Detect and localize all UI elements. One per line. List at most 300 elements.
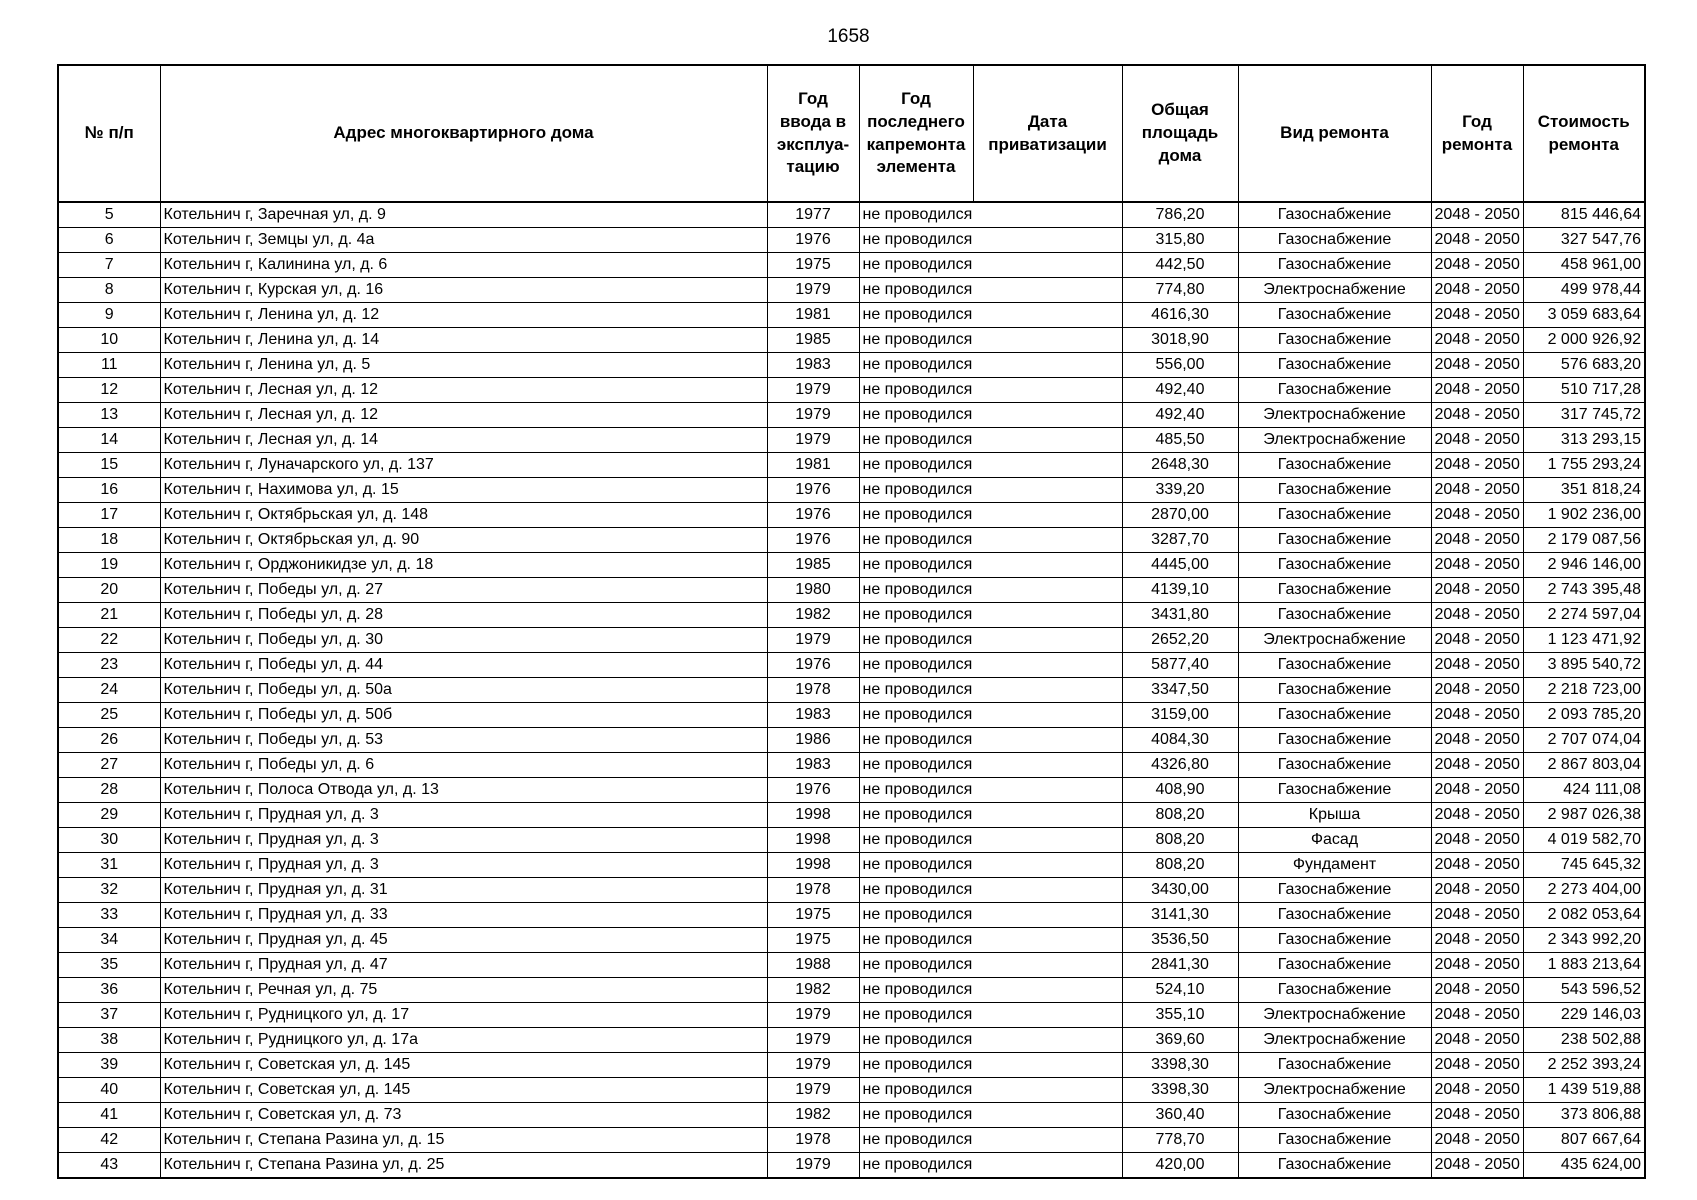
year-built-cell: 1978 <box>767 878 859 903</box>
cost-cell: 3 895 540,72 <box>1523 653 1645 678</box>
header-cost: Стоимость ремонта <box>1523 65 1645 202</box>
last-repair-cell: не проводился <box>859 728 973 753</box>
cost-cell: 2 707 074,04 <box>1523 728 1645 753</box>
last-repair-cell: не проводился <box>859 503 973 528</box>
repair-year-cell: 2048 - 2050 <box>1431 1053 1523 1078</box>
address-cell: Котельнич г, Прудная ул, д. 3 <box>160 828 767 853</box>
row-number: 24 <box>58 678 160 703</box>
cost-cell: 1 902 236,00 <box>1523 503 1645 528</box>
address-cell: Котельнич г, Победы ул, д. 44 <box>160 653 767 678</box>
year-built-cell: 1981 <box>767 453 859 478</box>
table-row <box>58 928 1645 953</box>
area-cell: 4445,00 <box>1122 553 1238 578</box>
row-number: 34 <box>58 928 160 953</box>
last-repair-cell: не проводился <box>859 553 973 578</box>
repair-year-cell: 2048 - 2050 <box>1431 228 1523 253</box>
cost-cell: 2 987 026,38 <box>1523 803 1645 828</box>
repair-type-cell: Газоснабжение <box>1238 753 1431 778</box>
table-row <box>58 378 1645 403</box>
last-repair-cell: не проводился <box>859 653 973 678</box>
table-row <box>58 228 1645 253</box>
year-built-cell: 1986 <box>767 728 859 753</box>
repair-type-cell: Газоснабжение <box>1238 1053 1431 1078</box>
year-built-cell: 1988 <box>767 953 859 978</box>
year-built-cell: 1976 <box>767 778 859 803</box>
repair-year-cell: 2048 - 2050 <box>1431 253 1523 278</box>
privatization-cell <box>973 928 1122 953</box>
last-repair-cell: не проводился <box>859 328 973 353</box>
row-number: 17 <box>58 503 160 528</box>
privatization-cell <box>973 653 1122 678</box>
row-number: 22 <box>58 628 160 653</box>
last-repair-cell: не проводился <box>859 603 973 628</box>
area-cell: 4084,30 <box>1122 728 1238 753</box>
address-cell: Котельнич г, Ленина ул, д. 14 <box>160 328 767 353</box>
row-number: 20 <box>58 578 160 603</box>
privatization-cell <box>973 228 1122 253</box>
cost-cell: 351 818,24 <box>1523 478 1645 503</box>
row-number: 27 <box>58 753 160 778</box>
privatization-cell <box>973 253 1122 278</box>
last-repair-cell: не проводился <box>859 853 973 878</box>
address-cell: Котельнич г, Ленина ул, д. 5 <box>160 353 767 378</box>
repair-type-cell: Газоснабжение <box>1238 878 1431 903</box>
address-cell: Котельнич г, Победы ул, д. 30 <box>160 628 767 653</box>
row-number: 28 <box>58 778 160 803</box>
year-built-cell: 1998 <box>767 803 859 828</box>
table-row <box>58 1053 1645 1078</box>
area-cell: 778,70 <box>1122 1128 1238 1153</box>
cost-cell: 2 274 597,04 <box>1523 603 1645 628</box>
area-cell: 808,20 <box>1122 828 1238 853</box>
row-number: 11 <box>58 353 160 378</box>
row-number: 7 <box>58 253 160 278</box>
area-cell: 786,20 <box>1122 202 1238 228</box>
area-cell: 4616,30 <box>1122 303 1238 328</box>
privatization-cell <box>973 328 1122 353</box>
header-address: Адрес многоквартирного дома <box>160 65 767 202</box>
area-cell: 2648,30 <box>1122 453 1238 478</box>
table-row <box>58 428 1645 453</box>
repair-type-cell: Газоснабжение <box>1238 328 1431 353</box>
address-cell: Котельнич г, Прудная ул, д. 3 <box>160 803 767 828</box>
table-row <box>58 903 1645 928</box>
area-cell: 4139,10 <box>1122 578 1238 603</box>
year-built-cell: 1976 <box>767 478 859 503</box>
row-number: 25 <box>58 703 160 728</box>
table-row <box>58 403 1645 428</box>
privatization-cell <box>973 528 1122 553</box>
privatization-cell <box>973 378 1122 403</box>
area-cell: 360,40 <box>1122 1103 1238 1128</box>
area-cell: 315,80 <box>1122 228 1238 253</box>
privatization-cell <box>973 1078 1122 1103</box>
year-built-cell: 1985 <box>767 553 859 578</box>
year-built-cell: 1976 <box>767 228 859 253</box>
table-row <box>58 353 1645 378</box>
last-repair-cell: не проводился <box>859 578 973 603</box>
address-cell: Котельнич г, Степана Разина ул, д. 15 <box>160 1128 767 1153</box>
privatization-cell <box>973 553 1122 578</box>
year-built-cell: 1979 <box>767 1053 859 1078</box>
privatization-cell <box>973 953 1122 978</box>
year-built-cell: 1975 <box>767 928 859 953</box>
area-cell: 3159,00 <box>1122 703 1238 728</box>
repair-type-cell: Электроснабжение <box>1238 1078 1431 1103</box>
table-row <box>58 303 1645 328</box>
header-year-built: Год ввода в эксплуа-тацию <box>767 65 859 202</box>
year-built-cell: 1979 <box>767 403 859 428</box>
cost-cell: 2 867 803,04 <box>1523 753 1645 778</box>
table-row <box>58 778 1645 803</box>
area-cell: 808,20 <box>1122 803 1238 828</box>
address-cell: Котельнич г, Калинина ул, д. 6 <box>160 253 767 278</box>
last-repair-cell: не проводился <box>859 1078 973 1103</box>
year-built-cell: 1975 <box>767 903 859 928</box>
table-row <box>58 578 1645 603</box>
repair-type-cell: Газоснабжение <box>1238 528 1431 553</box>
table-row <box>58 478 1645 503</box>
repair-year-cell: 2048 - 2050 <box>1431 578 1523 603</box>
address-cell: Котельнич г, Прудная ул, д. 3 <box>160 853 767 878</box>
row-number: 38 <box>58 1028 160 1053</box>
privatization-cell <box>973 728 1122 753</box>
repair-type-cell: Газоснабжение <box>1238 728 1431 753</box>
cost-cell: 2 093 785,20 <box>1523 703 1645 728</box>
area-cell: 3398,30 <box>1122 1078 1238 1103</box>
repair-type-cell: Газоснабжение <box>1238 778 1431 803</box>
privatization-cell <box>973 628 1122 653</box>
address-cell: Котельнич г, Октябрьская ул, д. 148 <box>160 503 767 528</box>
repair-type-cell: Электроснабжение <box>1238 1028 1431 1053</box>
cost-cell: 2 179 087,56 <box>1523 528 1645 553</box>
cost-cell: 745 645,32 <box>1523 853 1645 878</box>
repair-year-cell: 2048 - 2050 <box>1431 503 1523 528</box>
last-repair-cell: не проводился <box>859 428 973 453</box>
table-row <box>58 1003 1645 1028</box>
table-row <box>58 1103 1645 1128</box>
repair-year-cell: 2048 - 2050 <box>1431 1078 1523 1103</box>
row-number: 42 <box>58 1128 160 1153</box>
area-cell: 408,90 <box>1122 778 1238 803</box>
row-number: 36 <box>58 978 160 1003</box>
year-built-cell: 1983 <box>767 753 859 778</box>
repair-type-cell: Газоснабжение <box>1238 353 1431 378</box>
year-built-cell: 1979 <box>767 1153 859 1179</box>
area-cell: 808,20 <box>1122 853 1238 878</box>
table-row <box>58 528 1645 553</box>
year-built-cell: 1975 <box>767 253 859 278</box>
address-cell: Котельнич г, Рудницкого ул, д. 17а <box>160 1028 767 1053</box>
header-area: Общая площадь дома <box>1122 65 1238 202</box>
repair-year-cell: 2048 - 2050 <box>1431 1028 1523 1053</box>
year-built-cell: 1978 <box>767 1128 859 1153</box>
cost-cell: 1 439 519,88 <box>1523 1078 1645 1103</box>
cost-cell: 327 547,76 <box>1523 228 1645 253</box>
row-number: 6 <box>58 228 160 253</box>
cost-cell: 2 946 146,00 <box>1523 553 1645 578</box>
address-cell: Котельнич г, Лесная ул, д. 12 <box>160 403 767 428</box>
area-cell: 442,50 <box>1122 253 1238 278</box>
address-cell: Котельнич г, Лесная ул, д. 12 <box>160 378 767 403</box>
address-cell: Котельнич г, Советская ул, д. 145 <box>160 1053 767 1078</box>
repair-type-cell: Газоснабжение <box>1238 253 1431 278</box>
repair-year-cell: 2048 - 2050 <box>1431 603 1523 628</box>
row-number: 23 <box>58 653 160 678</box>
address-cell: Котельнич г, Прудная ул, д. 45 <box>160 928 767 953</box>
last-repair-cell: не проводился <box>859 753 973 778</box>
address-cell: Котельнич г, Победы ул, д. 50б <box>160 703 767 728</box>
repair-type-cell: Газоснабжение <box>1238 953 1431 978</box>
row-number: 40 <box>58 1078 160 1103</box>
area-cell: 3347,50 <box>1122 678 1238 703</box>
table-row <box>58 878 1645 903</box>
area-cell: 492,40 <box>1122 378 1238 403</box>
repair-year-cell: 2048 - 2050 <box>1431 953 1523 978</box>
address-cell: Котельнич г, Лесная ул, д. 14 <box>160 428 767 453</box>
privatization-cell <box>973 478 1122 503</box>
table-row <box>58 828 1645 853</box>
cost-cell: 543 596,52 <box>1523 978 1645 1003</box>
repair-year-cell: 2048 - 2050 <box>1431 853 1523 878</box>
table-row <box>58 278 1645 303</box>
repair-type-cell: Газоснабжение <box>1238 553 1431 578</box>
repair-type-cell: Фасад <box>1238 828 1431 853</box>
privatization-cell <box>973 878 1122 903</box>
area-cell: 3141,30 <box>1122 903 1238 928</box>
address-cell: Котельнич г, Степана Разина ул, д. 25 <box>160 1153 767 1179</box>
last-repair-cell: не проводился <box>859 803 973 828</box>
area-cell: 2870,00 <box>1122 503 1238 528</box>
repair-year-cell: 2048 - 2050 <box>1431 1003 1523 1028</box>
last-repair-cell: не проводился <box>859 628 973 653</box>
repair-year-cell: 2048 - 2050 <box>1431 403 1523 428</box>
address-cell: Котельнич г, Земцы ул, д. 4а <box>160 228 767 253</box>
table-row <box>58 678 1645 703</box>
cost-cell: 1 883 213,64 <box>1523 953 1645 978</box>
cost-cell: 815 446,64 <box>1523 202 1645 228</box>
repair-type-cell: Газоснабжение <box>1238 503 1431 528</box>
table-row <box>58 1128 1645 1153</box>
header-repair-type: Вид ремонта <box>1238 65 1431 202</box>
privatization-cell <box>973 278 1122 303</box>
repair-year-cell: 2048 - 2050 <box>1431 628 1523 653</box>
row-number: 30 <box>58 828 160 853</box>
year-built-cell: 1979 <box>767 428 859 453</box>
area-cell: 3536,50 <box>1122 928 1238 953</box>
address-cell: Котельнич г, Речная ул, д. 75 <box>160 978 767 1003</box>
year-built-cell: 1976 <box>767 653 859 678</box>
table-row <box>58 1028 1645 1053</box>
address-cell: Котельнич г, Октябрьская ул, д. 90 <box>160 528 767 553</box>
cost-cell: 313 293,15 <box>1523 428 1645 453</box>
table-row <box>58 703 1645 728</box>
cost-cell: 317 745,72 <box>1523 403 1645 428</box>
privatization-cell <box>973 778 1122 803</box>
year-built-cell: 1979 <box>767 378 859 403</box>
privatization-cell <box>973 578 1122 603</box>
address-cell: Котельнич г, Победы ул, д. 50а <box>160 678 767 703</box>
repair-year-cell: 2048 - 2050 <box>1431 553 1523 578</box>
privatization-cell <box>973 353 1122 378</box>
table-row <box>58 202 1645 228</box>
repair-type-cell: Газоснабжение <box>1238 378 1431 403</box>
cost-cell: 2 252 393,24 <box>1523 1053 1645 1078</box>
repair-type-cell: Газоснабжение <box>1238 1128 1431 1153</box>
address-cell: Котельнич г, Советская ул, д. 73 <box>160 1103 767 1128</box>
privatization-cell <box>973 1028 1122 1053</box>
table-row <box>58 603 1645 628</box>
row-number: 8 <box>58 278 160 303</box>
area-cell: 492,40 <box>1122 403 1238 428</box>
header-privatization: Дата приватизации <box>973 65 1122 202</box>
privatization-cell <box>973 753 1122 778</box>
year-built-cell: 1976 <box>767 528 859 553</box>
row-number: 43 <box>58 1153 160 1179</box>
page-number: 1658 <box>827 26 870 47</box>
area-cell: 4326,80 <box>1122 753 1238 778</box>
last-repair-cell: не проводился <box>859 678 973 703</box>
address-cell: Котельнич г, Победы ул, д. 53 <box>160 728 767 753</box>
area-cell: 420,00 <box>1122 1153 1238 1179</box>
repair-year-cell: 2048 - 2050 <box>1431 1128 1523 1153</box>
year-built-cell: 1985 <box>767 328 859 353</box>
repair-type-cell: Газоснабжение <box>1238 978 1431 1003</box>
privatization-cell <box>973 703 1122 728</box>
repair-year-cell: 2048 - 2050 <box>1431 653 1523 678</box>
cost-cell: 458 961,00 <box>1523 253 1645 278</box>
row-number: 32 <box>58 878 160 903</box>
repair-type-cell: Газоснабжение <box>1238 1103 1431 1128</box>
last-repair-cell: не проводился <box>859 228 973 253</box>
cost-cell: 2 743 395,48 <box>1523 578 1645 603</box>
last-repair-cell: не проводился <box>859 1003 973 1028</box>
privatization-cell <box>973 202 1122 228</box>
year-built-cell: 1979 <box>767 1078 859 1103</box>
table-row <box>58 978 1645 1003</box>
repair-type-cell: Электроснабжение <box>1238 428 1431 453</box>
repair-type-cell: Газоснабжение <box>1238 1153 1431 1179</box>
repair-type-cell: Газоснабжение <box>1238 578 1431 603</box>
last-repair-cell: не проводился <box>859 528 973 553</box>
last-repair-cell: не проводился <box>859 202 973 228</box>
repair-type-cell: Газоснабжение <box>1238 228 1431 253</box>
row-number: 33 <box>58 903 160 928</box>
row-number: 29 <box>58 803 160 828</box>
last-repair-cell: не проводился <box>859 278 973 303</box>
year-built-cell: 1998 <box>767 828 859 853</box>
repair-type-cell: Газоснабжение <box>1238 603 1431 628</box>
privatization-cell <box>973 428 1122 453</box>
privatization-cell <box>973 503 1122 528</box>
cost-cell: 3 059 683,64 <box>1523 303 1645 328</box>
cost-cell: 2 273 404,00 <box>1523 878 1645 903</box>
address-cell: Котельнич г, Победы ул, д. 28 <box>160 603 767 628</box>
privatization-cell <box>973 903 1122 928</box>
table-row <box>58 453 1645 478</box>
privatization-cell <box>973 303 1122 328</box>
last-repair-cell: не проводился <box>859 928 973 953</box>
cost-cell: 2 000 926,92 <box>1523 328 1645 353</box>
privatization-cell <box>973 828 1122 853</box>
last-repair-cell: не проводился <box>859 378 973 403</box>
address-cell: Котельнич г, Нахимова ул, д. 15 <box>160 478 767 503</box>
area-cell: 355,10 <box>1122 1003 1238 1028</box>
year-built-cell: 1979 <box>767 1028 859 1053</box>
repair-type-cell: Газоснабжение <box>1238 678 1431 703</box>
repair-year-cell: 2048 - 2050 <box>1431 1103 1523 1128</box>
table-row <box>58 953 1645 978</box>
address-cell: Котельнич г, Советская ул, д. 145 <box>160 1078 767 1103</box>
privatization-cell <box>973 1003 1122 1028</box>
table-row <box>58 803 1645 828</box>
table-row <box>58 328 1645 353</box>
table-row <box>58 753 1645 778</box>
last-repair-cell: не проводился <box>859 903 973 928</box>
privatization-cell <box>973 453 1122 478</box>
privatization-cell <box>973 403 1122 428</box>
year-built-cell: 1982 <box>767 603 859 628</box>
table-row <box>58 728 1645 753</box>
year-built-cell: 1980 <box>767 578 859 603</box>
cost-cell: 4 019 582,70 <box>1523 828 1645 853</box>
table-row <box>58 503 1645 528</box>
repair-year-cell: 2048 - 2050 <box>1431 303 1523 328</box>
year-built-cell: 1976 <box>767 503 859 528</box>
last-repair-cell: не проводился <box>859 303 973 328</box>
cost-cell: 576 683,20 <box>1523 353 1645 378</box>
year-built-cell: 1979 <box>767 1003 859 1028</box>
year-built-cell: 1982 <box>767 1103 859 1128</box>
area-cell: 3398,30 <box>1122 1053 1238 1078</box>
last-repair-cell: не проводился <box>859 478 973 503</box>
row-number: 21 <box>58 603 160 628</box>
repair-year-cell: 2048 - 2050 <box>1431 202 1523 228</box>
area-cell: 3431,80 <box>1122 603 1238 628</box>
last-repair-cell: не проводился <box>859 978 973 1003</box>
repair-year-cell: 2048 - 2050 <box>1431 528 1523 553</box>
repair-year-cell: 2048 - 2050 <box>1431 778 1523 803</box>
row-number: 19 <box>58 553 160 578</box>
cost-cell: 1 755 293,24 <box>1523 453 1645 478</box>
address-cell: Котельнич г, Заречная ул, д. 9 <box>160 202 767 228</box>
repair-type-cell: Газоснабжение <box>1238 653 1431 678</box>
area-cell: 524,10 <box>1122 978 1238 1003</box>
repair-type-cell: Газоснабжение <box>1238 903 1431 928</box>
area-cell: 2841,30 <box>1122 953 1238 978</box>
address-cell: Котельнич г, Прудная ул, д. 33 <box>160 903 767 928</box>
last-repair-cell: не проводился <box>859 878 973 903</box>
cost-cell: 435 624,00 <box>1523 1153 1645 1179</box>
address-cell: Котельнич г, Полоса Отвода ул, д. 13 <box>160 778 767 803</box>
table-row <box>58 628 1645 653</box>
area-cell: 3430,00 <box>1122 878 1238 903</box>
cost-cell: 510 717,28 <box>1523 378 1645 403</box>
last-repair-cell: не проводился <box>859 1153 973 1179</box>
last-repair-cell: не проводился <box>859 1053 973 1078</box>
row-number: 5 <box>58 202 160 228</box>
year-built-cell: 1977 <box>767 202 859 228</box>
header-last-repair: Год последнего капремонта элемента <box>859 65 973 202</box>
repair-year-cell: 2048 - 2050 <box>1431 878 1523 903</box>
row-number: 26 <box>58 728 160 753</box>
cost-cell: 1 123 471,92 <box>1523 628 1645 653</box>
repair-type-cell: Газоснабжение <box>1238 928 1431 953</box>
row-number: 16 <box>58 478 160 503</box>
cost-cell: 373 806,88 <box>1523 1103 1645 1128</box>
privatization-cell <box>973 853 1122 878</box>
repair-year-cell: 2048 - 2050 <box>1431 453 1523 478</box>
